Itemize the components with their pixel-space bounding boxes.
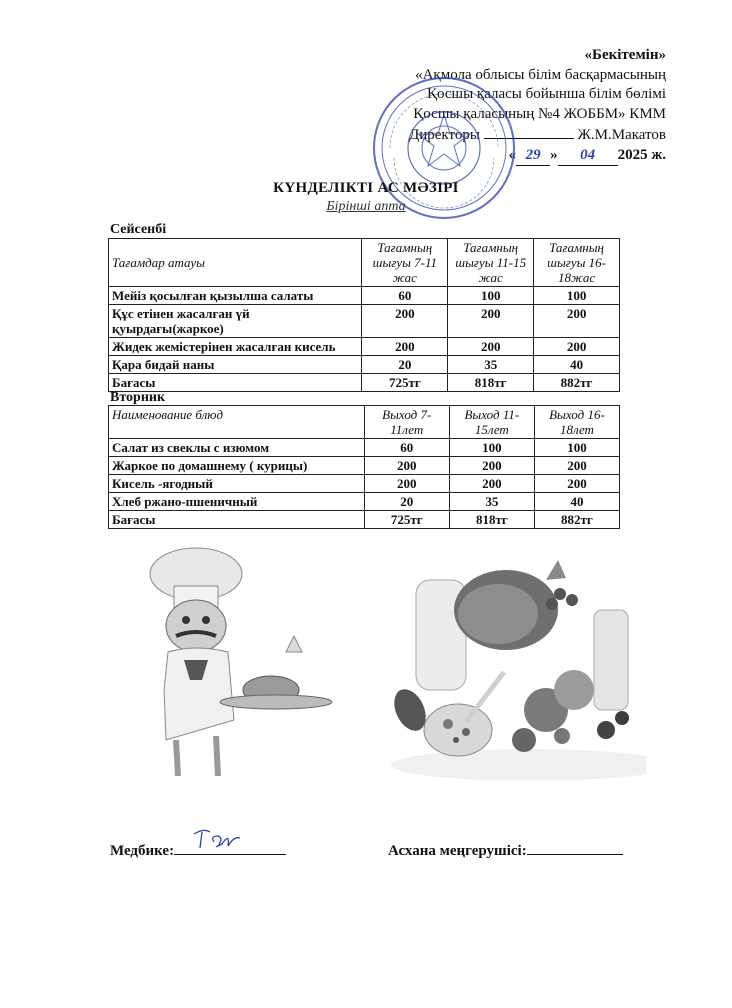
director-name: Ж.М.Макатов [577,127,666,143]
date-month: 04 [558,146,618,167]
table-row [109,287,620,305]
table-row [109,457,620,475]
portion-value: 200 [449,457,534,475]
price-value: 882тг [534,374,620,392]
date-day: 29 [516,146,550,167]
portion-value: 200 [362,305,448,338]
portion-value: 200 [362,338,448,356]
menu-table-kz [108,238,620,392]
price-value: 725тг [364,511,449,529]
price-value: 725тг [362,374,448,392]
nurse-signature [110,840,286,860]
portion-value: 200 [364,457,449,475]
header-portion-7-11: Выход 7-11лет [364,406,449,439]
price-value: 818тг [449,511,534,529]
price-row [109,511,620,529]
dish-name: Жаркое по домашнему ( курицы) [109,457,365,475]
table-row [109,338,620,356]
portion-value: 60 [362,287,448,305]
portion-value: 200 [364,475,449,493]
header-portion-11-15: Тағамның шығуы 11-15 жас [448,239,534,287]
table-row [109,475,620,493]
portion-value: 200 [448,305,534,338]
chef-illustration [150,548,332,776]
date-open-quote: « [508,146,517,163]
dish-name: Салат из свеклы с изюмом [109,439,365,457]
canteen-manager-label: Асхана меңгерушісі: [388,843,527,859]
portion-value: 200 [449,475,534,493]
header-portion-16-18: Тағамның шығуы 16-18жас [534,239,620,287]
price-label: Бағасы [109,511,365,529]
nurse-label: Медбике: [110,843,175,859]
dish-name: Мейіз қосылған қызылша салаты [109,287,362,305]
dish-name: Кисель -ягодный [109,475,365,493]
day-label-ru: Вторник [110,390,166,405]
date-year: 2025 ж. [617,146,666,163]
price-value: 818тг [448,374,534,392]
table-row [109,493,620,511]
handwritten-signature [188,826,258,852]
day-label-kz: Сейсенбі [110,222,167,237]
price-label: Бағасы [109,374,362,392]
food-still-life-illustration [388,560,646,780]
header-dish-name: Тағамдар атауы [109,239,362,287]
portion-value: 200 [448,338,534,356]
portion-value: 200 [534,475,619,493]
menu-subtitle: Бірінші апта [326,199,406,214]
approval-line-1: «Ақмола облысы білім басқармасының [415,66,666,83]
date-close-quote: » [550,146,558,163]
menu-title: КҮНДЕЛІКТІ АС МӘЗІРІ [273,180,459,196]
nurse-signature-line [174,840,286,855]
portion-value: 60 [364,439,449,457]
portion-value: 20 [362,356,448,374]
dish-name: Қара бидай наны [109,356,362,374]
canteen-signature-line [527,840,623,855]
portion-value: 100 [534,439,619,457]
header-portion-16-18: Выход 16-18лет [534,406,619,439]
table-row [109,356,620,374]
approval-line-2: Қосшы қаласы бойынша білім бөлімі [427,86,666,102]
portion-value: 100 [449,439,534,457]
dish-name: Жидек жемістерінен жасалған кисель [109,338,362,356]
portion-value: 40 [534,356,620,374]
dish-name: Құс етінен жасалған үй қуырдағы(жаркое) [109,305,362,338]
portion-value: 20 [364,493,449,511]
portion-value: 200 [534,338,620,356]
price-row [109,374,620,392]
portion-value: 35 [448,356,534,374]
approval-line-3: Қосшы қаласының №4 ЖОББМ» КММ [413,105,666,122]
table-header-row [109,239,620,287]
price-value: 882тг [534,511,619,529]
portion-value: 200 [534,305,620,338]
portion-value: 200 [534,457,619,475]
portion-value: 40 [534,493,619,511]
decorative-illustrations [106,540,646,780]
table-row [109,305,620,338]
dish-name: Хлеб ржано-пшеничный [109,493,365,511]
director-label: Директоры [409,127,480,143]
header-portion-11-15: Выход 11-15лет [449,406,534,439]
table-row [109,439,620,457]
table-header-row [109,406,620,439]
portion-value: 100 [448,287,534,305]
menu-table-ru [108,405,620,529]
portion-value: 100 [534,287,620,305]
header-dish-name: Наименование блюд [109,406,365,439]
portion-value: 35 [449,493,534,511]
approval-heading: «Бекітемін» [584,47,666,63]
canteen-manager-signature [388,840,623,860]
header-portion-7-11: Тағамның шығуы 7-11 жас [362,239,448,287]
